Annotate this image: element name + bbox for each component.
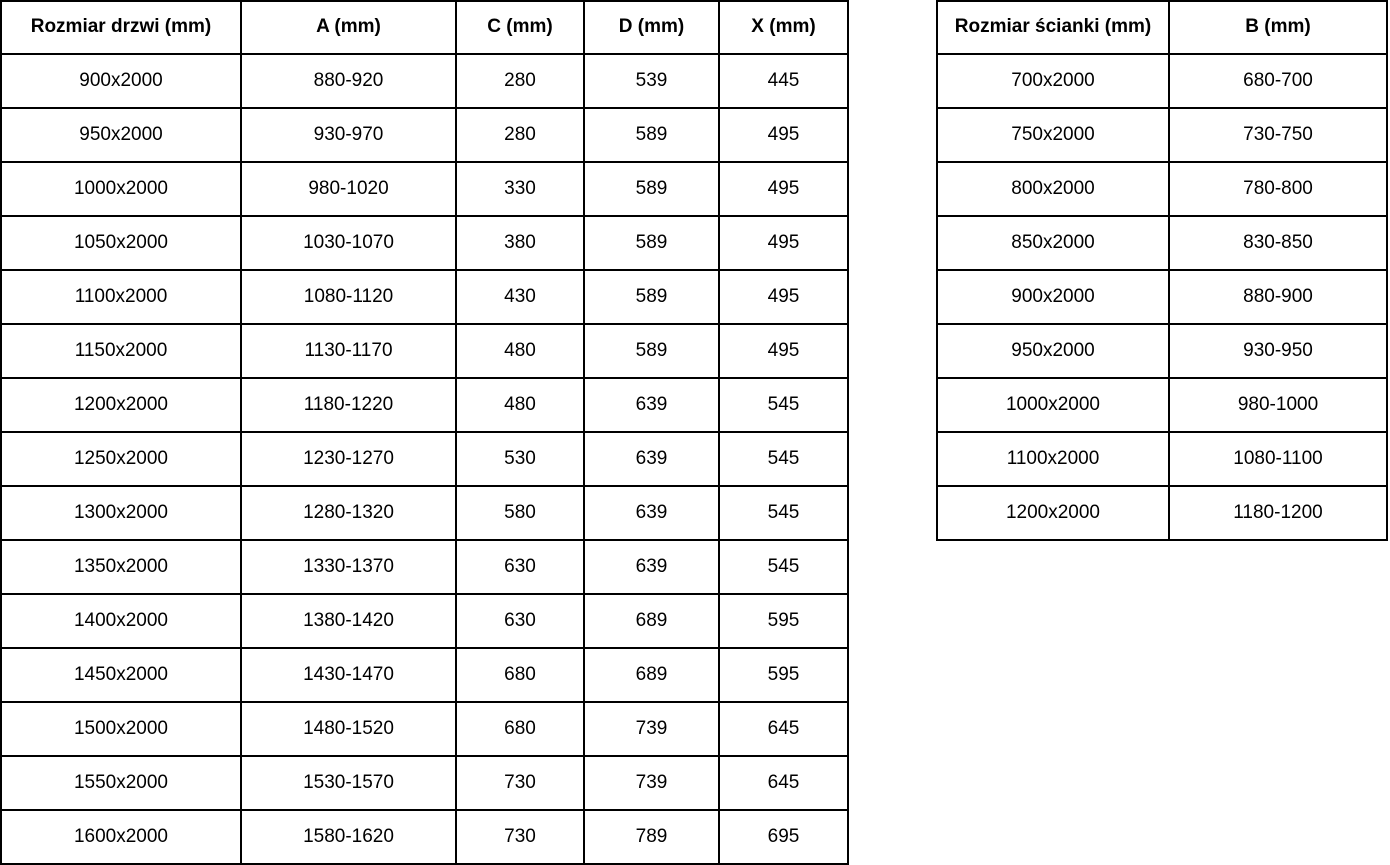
column-header: D (mm)	[584, 1, 719, 54]
table-row	[1, 540, 848, 594]
table-row	[1, 324, 848, 378]
table-cell: 595	[719, 648, 848, 702]
table-cell: 495	[719, 162, 848, 216]
table-cell: 1100x2000	[937, 432, 1169, 486]
table-cell: 639	[584, 486, 719, 540]
table-cell: 880-920	[241, 54, 456, 108]
table-row	[1, 108, 848, 162]
table-cell: 695	[719, 810, 848, 864]
table-cell: 750x2000	[937, 108, 1169, 162]
table-cell: 589	[584, 270, 719, 324]
column-header: B (mm)	[1169, 1, 1387, 54]
table-cell: 1100x2000	[1, 270, 241, 324]
table-cell: 730	[456, 756, 584, 810]
table-cell: 680	[456, 702, 584, 756]
table-cell: 545	[719, 540, 848, 594]
table-cell: 1350x2000	[1, 540, 241, 594]
table-cell: 495	[719, 324, 848, 378]
table-cell: 480	[456, 324, 584, 378]
column-header: X (mm)	[719, 1, 848, 54]
wall-panel-size-table	[936, 0, 1388, 541]
table-cell: 730	[456, 810, 584, 864]
column-header: Rozmiar ścianki (mm)	[937, 1, 1169, 54]
table-cell: 495	[719, 216, 848, 270]
table-row	[937, 270, 1387, 324]
table-cell: 589	[584, 324, 719, 378]
table-cell: 980-1020	[241, 162, 456, 216]
table-cell: 1280-1320	[241, 486, 456, 540]
table-cell: 539	[584, 54, 719, 108]
table-row	[937, 432, 1387, 486]
table-cell: 645	[719, 756, 848, 810]
table-row	[1, 648, 848, 702]
table-row	[937, 162, 1387, 216]
wall-table-header-row	[937, 1, 1387, 54]
table-cell: 1430-1470	[241, 648, 456, 702]
table-cell: 700x2000	[937, 54, 1169, 108]
table-cell: 1000x2000	[937, 378, 1169, 432]
table-row	[1, 162, 848, 216]
table-cell: 545	[719, 378, 848, 432]
table-cell: 589	[584, 216, 719, 270]
table-row	[937, 54, 1387, 108]
table-cell: 1230-1270	[241, 432, 456, 486]
column-header: A (mm)	[241, 1, 456, 54]
table-cell: 739	[584, 756, 719, 810]
table-cell: 639	[584, 432, 719, 486]
table-cell: 950x2000	[937, 324, 1169, 378]
table-cell: 780-800	[1169, 162, 1387, 216]
table-row	[1, 270, 848, 324]
table-cell: 930-950	[1169, 324, 1387, 378]
table-cell: 1150x2000	[1, 324, 241, 378]
table-cell: 495	[719, 270, 848, 324]
table-cell: 1530-1570	[241, 756, 456, 810]
table-cell: 1000x2000	[1, 162, 241, 216]
table-row	[1, 216, 848, 270]
table-cell: 1580-1620	[241, 810, 456, 864]
table-cell: 850x2000	[937, 216, 1169, 270]
table-cell: 1030-1070	[241, 216, 456, 270]
table-cell: 1300x2000	[1, 486, 241, 540]
table-cell: 1500x2000	[1, 702, 241, 756]
table-cell: 445	[719, 54, 848, 108]
table-cell: 900x2000	[937, 270, 1169, 324]
table-row	[1, 54, 848, 108]
table-row	[937, 378, 1387, 432]
table-cell: 1330-1370	[241, 540, 456, 594]
table-cell: 545	[719, 432, 848, 486]
table-cell: 630	[456, 594, 584, 648]
table-cell: 830-850	[1169, 216, 1387, 270]
table-cell: 1050x2000	[1, 216, 241, 270]
wall-table-body	[937, 54, 1387, 540]
table-cell: 630	[456, 540, 584, 594]
door-table-header-row	[1, 1, 848, 54]
table-row	[1, 810, 848, 864]
table-cell: 880-900	[1169, 270, 1387, 324]
table-cell: 1080-1100	[1169, 432, 1387, 486]
table-cell: 495	[719, 108, 848, 162]
column-header: C (mm)	[456, 1, 584, 54]
table-cell: 530	[456, 432, 584, 486]
table-cell: 950x2000	[1, 108, 241, 162]
table-cell: 730-750	[1169, 108, 1387, 162]
table-cell: 789	[584, 810, 719, 864]
table-cell: 580	[456, 486, 584, 540]
table-row	[937, 486, 1387, 540]
table-cell: 595	[719, 594, 848, 648]
table-cell: 930-970	[241, 108, 456, 162]
table-cell: 680	[456, 648, 584, 702]
table-cell: 980-1000	[1169, 378, 1387, 432]
table-cell: 1400x2000	[1, 594, 241, 648]
table-cell: 1250x2000	[1, 432, 241, 486]
table-cell: 1380-1420	[241, 594, 456, 648]
table-cell: 545	[719, 486, 848, 540]
table-cell: 900x2000	[1, 54, 241, 108]
table-row	[1, 702, 848, 756]
table-cell: 639	[584, 540, 719, 594]
table-row	[1, 432, 848, 486]
table-cell: 1130-1170	[241, 324, 456, 378]
table-row	[1, 756, 848, 810]
table-cell: 280	[456, 54, 584, 108]
table-cell: 280	[456, 108, 584, 162]
table-cell: 639	[584, 378, 719, 432]
table-cell: 1200x2000	[937, 486, 1169, 540]
table-cell: 589	[584, 162, 719, 216]
table-row	[1, 486, 848, 540]
table-cell: 689	[584, 594, 719, 648]
table-cell: 1180-1220	[241, 378, 456, 432]
table-cell: 680-700	[1169, 54, 1387, 108]
table-cell: 800x2000	[937, 162, 1169, 216]
table-cell: 689	[584, 648, 719, 702]
table-cell: 380	[456, 216, 584, 270]
table-cell: 330	[456, 162, 584, 216]
table-cell: 1080-1120	[241, 270, 456, 324]
table-cell: 1550x2000	[1, 756, 241, 810]
table-row	[1, 378, 848, 432]
table-cell: 1180-1200	[1169, 486, 1387, 540]
table-row	[1, 594, 848, 648]
table-row	[937, 324, 1387, 378]
table-cell: 1200x2000	[1, 378, 241, 432]
door-table-body	[1, 54, 848, 864]
table-row	[937, 108, 1387, 162]
table-cell: 1480-1520	[241, 702, 456, 756]
table-cell: 480	[456, 378, 584, 432]
column-header: Rozmiar drzwi (mm)	[1, 1, 241, 54]
table-cell: 1450x2000	[1, 648, 241, 702]
table-cell: 645	[719, 702, 848, 756]
table-cell: 589	[584, 108, 719, 162]
table-cell: 430	[456, 270, 584, 324]
table-row	[937, 216, 1387, 270]
table-cell: 1600x2000	[1, 810, 241, 864]
table-cell: 739	[584, 702, 719, 756]
